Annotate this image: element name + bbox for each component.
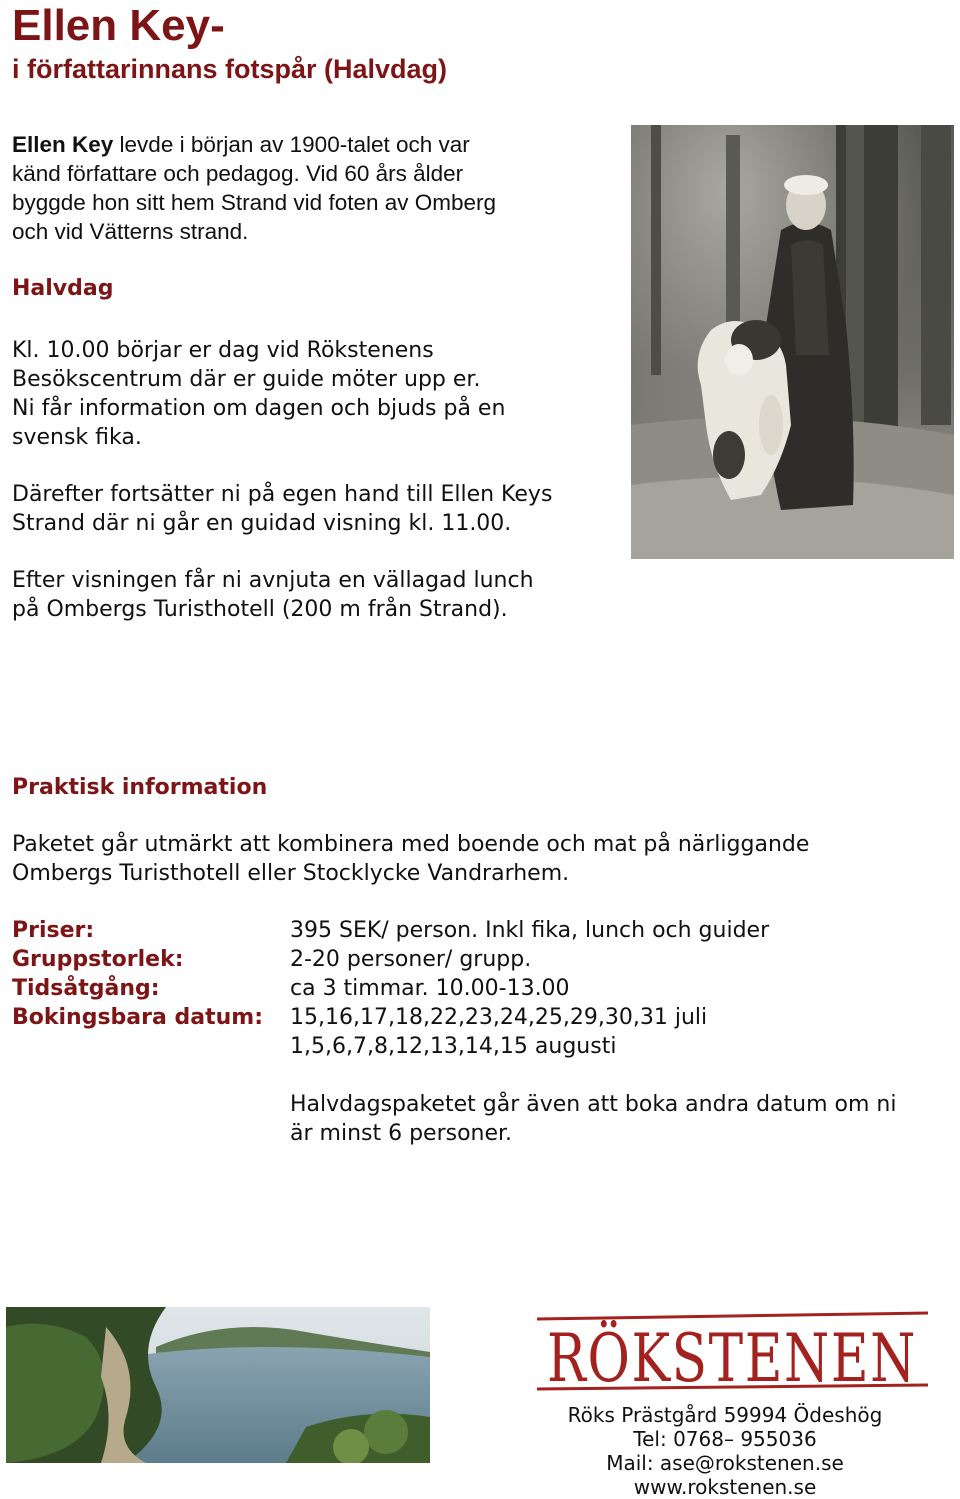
intro-paragraph <box>12 130 612 246</box>
datum-value-augusti: 1,5,6,7,8,12,13,14,15 augusti <box>290 1034 617 1059</box>
lake-landscape-photo <box>6 1307 430 1463</box>
info-row-datum <box>12 1003 952 1061</box>
text-line: på Ombergs Turisthotell (200 m från Strand). <box>12 597 508 622</box>
halvdag-paragraph-2 <box>12 480 612 538</box>
ellen-key-photo <box>631 125 954 559</box>
rokstenen-logo <box>535 1305 930 1397</box>
info-row-tidsatgang <box>12 974 952 1003</box>
intro-line-2: känd författare och pedagog. Vid 60 års ålder <box>12 161 464 186</box>
text-line: Kl. 10.00 börjar er dag vid Rökstenens <box>12 338 434 363</box>
page-title: Ellen Key- <box>12 1 225 50</box>
info-row-priser <box>12 916 952 945</box>
intro-line-3: byggde hon sitt hem Strand vid foten av Omberg <box>12 190 497 215</box>
booking-note <box>290 1090 950 1148</box>
page-subtitle: i författarinnans fotspår (Halvdag) <box>12 54 448 84</box>
text-line: Paketet går utmärkt att kombinera med boende och mat på närliggande <box>12 832 810 857</box>
tidsatgang-label: Tidsåtgång: <box>12 976 160 1001</box>
text-line: är minst 6 personer. <box>290 1121 513 1146</box>
praktisk-heading: Praktisk information <box>12 775 268 800</box>
halvdag-paragraph-1 <box>12 336 612 452</box>
text-line: Ombergs Turisthotell eller Stocklycke Vandrarhem. <box>12 861 570 886</box>
contact-tel: Tel: 0768– 955036 <box>633 1427 817 1451</box>
datum-value-juli: 15,16,17,18,22,23,24,25,29,30,31 juli <box>290 1005 708 1030</box>
intro-line-1: levde i början av 1900-talet och var <box>113 132 470 157</box>
praktisk-paragraph <box>12 830 912 888</box>
contact-web[interactable]: www.rokstenen.se <box>633 1475 817 1499</box>
priser-value: 395 SEK/ person. Inkl fika, lunch och guider <box>290 918 770 943</box>
halvdag-heading: Halvdag <box>12 276 114 301</box>
intro-line-4: och vid Vätterns strand. <box>12 219 249 244</box>
contact-address: Röks Prästgård 59994 Ödeshög <box>567 1403 883 1427</box>
intro-name: Ellen Key <box>12 132 114 157</box>
info-row-gruppstorlek <box>12 945 952 974</box>
gruppstorlek-value: 2-20 personer/ grupp. <box>290 947 532 972</box>
text-line: Efter visningen får ni avnjuta en vällagad lunch <box>12 568 534 593</box>
contact-mail[interactable]: Mail: ase@rokstenen.se <box>606 1451 844 1475</box>
tidsatgang-value: ca 3 timmar. 10.00-13.00 <box>290 976 570 1001</box>
priser-label: Priser: <box>12 918 95 943</box>
halvdag-paragraph-3 <box>12 566 612 624</box>
contact-block <box>520 1403 930 1499</box>
datum-label: Bokingsbara datum: <box>12 1005 264 1030</box>
text-line: Halvdagspaketet går även att boka andra datum om ni <box>290 1092 897 1117</box>
logo-text: RÖKSTENEN <box>547 1320 917 1397</box>
text-line: svensk fika. <box>12 425 142 450</box>
text-line: Därefter fortsätter ni på egen hand till Ellen Keys <box>12 482 553 507</box>
text-line: Besökscentrum där er guide möter upp er. <box>12 367 481 392</box>
text-line: Ni får information om dagen och bjuds på en <box>12 396 506 421</box>
gruppstorlek-label: Gruppstorlek: <box>12 947 184 972</box>
text-line: Strand där ni går en guidad visning kl. 11.00. <box>12 511 512 536</box>
